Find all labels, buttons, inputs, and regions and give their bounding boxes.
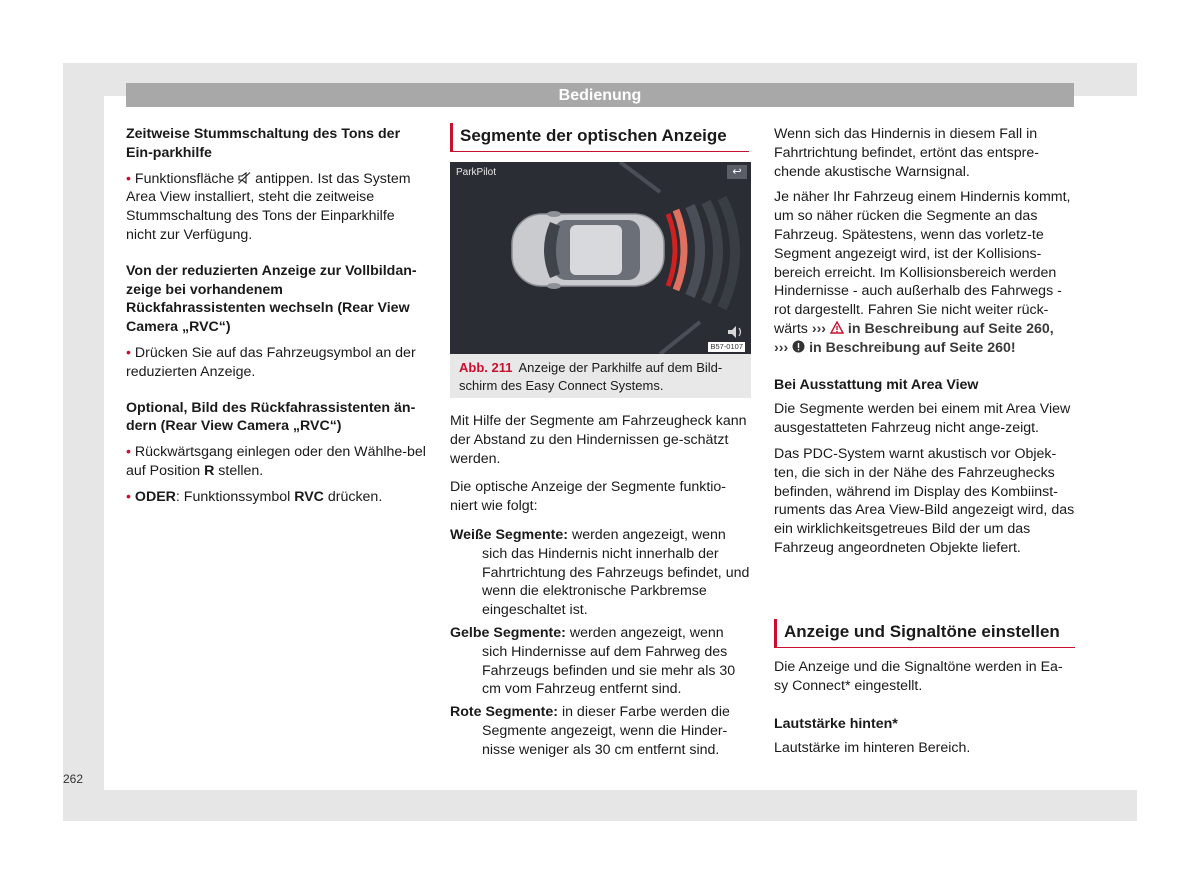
guide-line-right <box>660 322 700 354</box>
paragraph-mute: • Funktionsfläche antippen. Ist das System Area View installiert, steht die zeitweise Stummschaltung des Tons der Einparkhilfe nicht zur Verfügung. <box>126 170 411 243</box>
bullet-icon: • <box>126 170 131 187</box>
right-column-bottom <box>774 658 1076 765</box>
notice-circle-icon <box>792 340 805 353</box>
car-mirror-left <box>547 211 561 217</box>
back-icon[interactable]: ↩ <box>727 165 747 179</box>
rear-segment-3 <box>706 202 718 302</box>
parkpilot-graphic <box>450 162 751 354</box>
link-notice[interactable]: ››› in Beschreibung auf Seite 260! <box>774 339 1016 356</box>
paragraph-volume-rear: Lautstärke im hinteren Bereich. <box>774 740 971 757</box>
right-column <box>774 125 1076 565</box>
paragraph-settings: Die Anzeige und die Signaltöne werden in Ea-sy Connect* eingestellt. <box>774 659 1063 694</box>
parkpilot-screen <box>450 162 751 354</box>
bullet-icon: • <box>126 344 131 361</box>
segment-definitions <box>450 526 750 760</box>
screen-title: ParkPilot <box>456 167 497 178</box>
rear-segment-4 <box>722 198 735 308</box>
bullet-icon: • <box>126 444 131 461</box>
page-number: 262 <box>63 772 84 786</box>
car-roof-panel <box>570 225 622 275</box>
heading-area-view: Bei Ausstattung mit Area View <box>774 376 979 393</box>
left-column <box>126 125 426 514</box>
heading-rvc: Optional, Bild des Rückfahrassistenten än-dern (Rear View Camera „RVC“) <box>126 399 416 435</box>
sound-icon <box>728 326 741 338</box>
paragraph-oder: • ODER: Funktionssymbol RVC drücken. <box>126 488 383 505</box>
guide-line-left <box>620 162 660 192</box>
definition-yellow: Gelbe Segmente: werden angezeigt, wenn sich Hindernisse auf dem Fahrweg des Fahrzeugs befinden und sie mehr als 30 cm vom Fahrzeug entfernt sind. <box>450 624 736 698</box>
paragraph-pdc: Das PDC-System warnt akustisch vor Objek-ten, die sich in der Nähe des Fahrzeughecks befinden, während im Display des Kombiinst-ruments das Area View-Bild angezeigt wird, das ein wirklichkeitsgetreues Bild der um das Fahrzeug angeordneten Objekte liefert. <box>774 445 1075 556</box>
heading-fullscreen: Von der reduzierten Anzeige zur Vollbildan-zeige bei vorhandenem Rückfahrassistenten wechseln (Rear View Camera „RVC“) <box>126 262 417 336</box>
section-title-segments: Segmente der optischen Anzeige <box>450 123 749 152</box>
definition-white: Weiße Segmente: werden angezeigt, wenn sich das Hindernis nicht innerhalb der Fahrtrichtung des Fahrzeugs befindet, und wenn die elektronische Parkbremse eingeschaltet ist. <box>450 526 750 619</box>
rear-segment-red-inner <box>668 214 675 286</box>
definition-red: Rote Segmente: in dieser Farbe werden die Segmente angezeigt, wenn die Hinder-nisse weniger als 30 cm entfernt sind. <box>450 704 730 758</box>
paragraph-collision: Je näher Ihr Fahrzeug einem Hindernis kommt, um so näher rücken die Segmente an das Fahrzeug. Spätestens, wenn das vorletz-te Segment angezeigt wird, ist der Kollisions-bereich erreicht. Im Kollisionsbereich werden Hindernisse - auch außerhalb des Fahrwegs - rot dargestellt. Fahren Sie nicht weiter rück-wärts ››› in Beschreibung auf Seite 260, ››› in Beschreibung auf Seite 260! <box>774 189 1071 356</box>
heading-mute: Zeitweise Stummschaltung des Tons der Ein-parkhilfe <box>126 126 401 161</box>
link-warning[interactable]: ››› in Beschreibung auf Seite 260, <box>811 320 1054 337</box>
chapter-header: Bedienung <box>126 83 1074 107</box>
paragraph-rvc: • Rückwärtsgang einlegen oder den Wählhe-bel auf Position R stellen. <box>126 444 426 479</box>
car-mirror-right <box>547 283 561 289</box>
warning-triangle-icon <box>830 321 844 334</box>
paragraph-segments-intro: Mit Hilfe der Segmente am Fahrzeugheck kann der Abstand zu den Hindernissen ge-schätzt werden. <box>450 413 747 467</box>
bullet-icon: • <box>126 488 131 505</box>
rear-segment-2 <box>690 206 700 296</box>
figure-caption-text: Anzeige der Parkhilfe auf dem Bild-schirm des Easy Connect Systems. <box>459 360 723 393</box>
heading-volume-rear: Lautstärke hinten* <box>774 715 898 732</box>
figure-label: Abb. 211 <box>459 360 513 375</box>
middle-column <box>450 412 750 764</box>
image-code: B57-0107 <box>710 342 743 351</box>
section-title-settings: Anzeige und Signaltöne einstellen <box>774 619 1075 648</box>
paragraph-segments-function: Die optische Anzeige der Segmente funktio-niert wie folgt: <box>450 479 727 515</box>
figure-caption <box>450 354 751 398</box>
paragraph-warning-signal: Wenn sich das Hindernis in diesem Fall in Fahrtrichtung befindet, ertönt das entspre-chende akustische Warnsignal. <box>774 126 1039 180</box>
mute-speaker-icon <box>238 172 251 184</box>
paragraph-area-view: Die Segmente werden bei einem mit Area View ausgestatteten Fahrzeug nicht ange-zeigt. <box>774 401 1071 437</box>
paragraph-fullscreen: • Drücken Sie auf das Fahrzeugsymbol an der reduzierten Anzeige. <box>126 344 416 380</box>
